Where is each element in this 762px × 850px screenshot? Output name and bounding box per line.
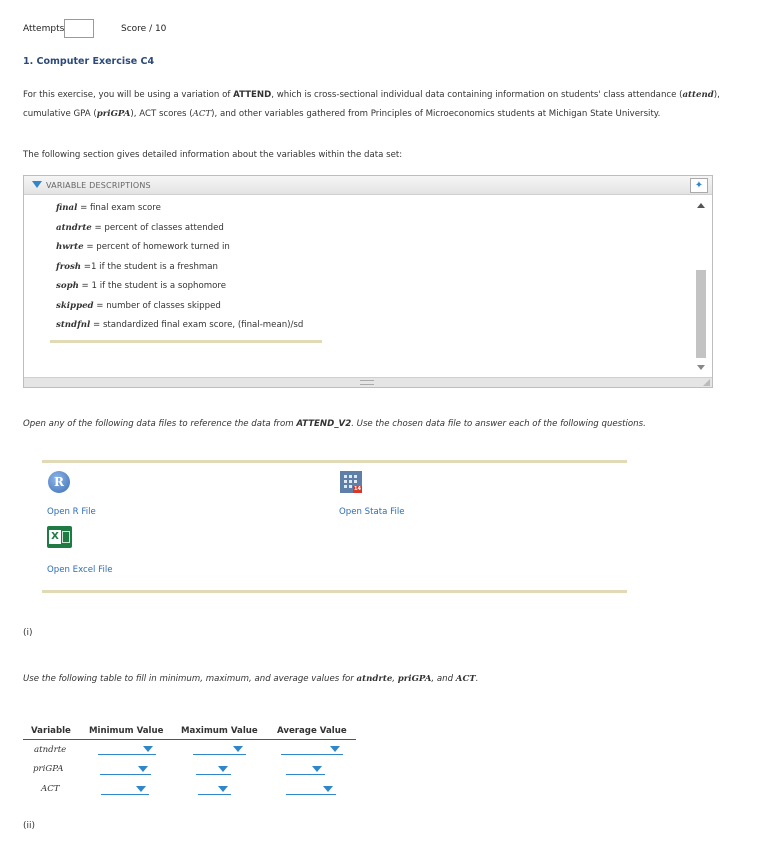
table-row-label: ACT — [41, 784, 60, 794]
variable-row: skipped = number of classes skipped — [56, 300, 221, 311]
scroll-up-arrow-icon[interactable] — [697, 203, 705, 208]
scroll-down-arrow-icon[interactable] — [697, 365, 705, 370]
stata-logo-icon[interactable] — [340, 471, 362, 493]
stata-version-badge: 14 — [354, 486, 361, 492]
atndrte-avg-dropdown[interactable] — [281, 743, 343, 755]
open-stata-file-link[interactable]: Open Stata File — [339, 507, 405, 517]
open-excel-file-link[interactable]: Open Excel File — [47, 565, 113, 575]
column-header: Minimum Value — [89, 726, 164, 736]
r-logo-icon[interactable]: R — [48, 471, 70, 493]
column-header: Variable — [31, 726, 71, 736]
act-min-dropdown[interactable] — [101, 783, 149, 795]
divider — [42, 460, 627, 463]
table-row-label: atndrte — [34, 745, 67, 755]
dropdown-arrow-icon[interactable] — [218, 786, 228, 792]
variable-row: atndrte = percent of classes attended — [56, 222, 224, 233]
exercise-intro: For this exercise, you will be using a variation of ATTEND, which is cross-sectional individual data containing information on students' class attendance (attend), cumulative GPA (priGPA), ACT scores (ACT), and other variables gathered from Principles of Microeconomics students at Michigan State University. — [23, 90, 720, 119]
variable-descriptions-header[interactable] — [24, 176, 712, 195]
dropdown-arrow-icon[interactable] — [323, 786, 333, 792]
dropdown-arrow-icon[interactable] — [136, 786, 146, 792]
prigpa-min-dropdown[interactable] — [100, 763, 151, 775]
column-header: Maximum Value — [181, 726, 258, 736]
scrollbar-thumb[interactable] — [696, 270, 706, 358]
section-intro: The following section gives detailed information about the variables within the data set: — [23, 150, 403, 160]
atndrte-min-dropdown[interactable] — [98, 743, 156, 755]
excel-logo-icon[interactable]: X — [47, 526, 72, 548]
dropdown-arrow-icon[interactable] — [312, 766, 322, 772]
attempts-field — [64, 19, 94, 38]
panel-footer — [24, 377, 712, 387]
act-avg-dropdown[interactable] — [286, 783, 336, 795]
scrollbar[interactable] — [695, 200, 707, 360]
column-header: Average Value — [277, 726, 347, 736]
pin-button[interactable] — [690, 178, 708, 193]
dropdown-arrow-icon[interactable] — [143, 746, 153, 752]
prigpa-avg-dropdown[interactable] — [286, 763, 325, 775]
score-label: Score / 10 — [121, 24, 167, 34]
variable-row: hwrte = percent of homework turned in — [56, 242, 230, 252]
variable-row: final = final exam score — [56, 203, 161, 213]
pin-icon: ✦ — [694, 180, 704, 191]
table-row-label: priGPA — [33, 764, 64, 774]
table-instructions: Use the following table to fill in minimum, maximum, and average values for atndrte, priGPA, and ACT. — [23, 674, 479, 684]
atndrte-max-dropdown[interactable] — [193, 743, 246, 755]
exercise-title: 1. Computer Exercise C4 — [23, 56, 155, 67]
variable-descriptions-panel — [23, 175, 713, 388]
variable-row: soph = 1 if the student is a sophomore — [56, 281, 227, 291]
prigpa-max-dropdown[interactable] — [196, 763, 231, 775]
divider — [50, 340, 322, 343]
attempts-label: Attempts — [23, 24, 65, 34]
corner-resize-icon[interactable] — [703, 379, 710, 386]
act-max-dropdown[interactable] — [198, 783, 231, 795]
data-files-note: Open any of the following data files to reference the data from ATTEND_V2. Use the chosen data file to answer each of the following questions. — [23, 419, 646, 429]
variable-row: stndfnl = standardized final exam score, (final-mean)/sd — [56, 320, 304, 330]
dropdown-arrow-icon[interactable] — [233, 746, 243, 752]
part-i-label: (i) — [23, 628, 33, 638]
divider — [42, 590, 627, 593]
collapse-triangle-icon[interactable] — [32, 181, 42, 188]
dropdown-arrow-icon[interactable] — [138, 766, 148, 772]
variable-descriptions-title: VARIABLE DESCRIPTIONS — [46, 181, 151, 190]
table-header — [23, 726, 356, 740]
resize-grip-icon[interactable] — [360, 380, 374, 385]
variable-row: frosh =1 if the student is a freshman — [56, 261, 219, 272]
dropdown-arrow-icon[interactable] — [218, 766, 228, 772]
variable-list — [56, 203, 303, 340]
dropdown-arrow-icon[interactable] — [330, 746, 340, 752]
open-r-file-link[interactable]: Open R File — [47, 507, 96, 517]
part-ii-label: (ii) — [23, 821, 36, 831]
